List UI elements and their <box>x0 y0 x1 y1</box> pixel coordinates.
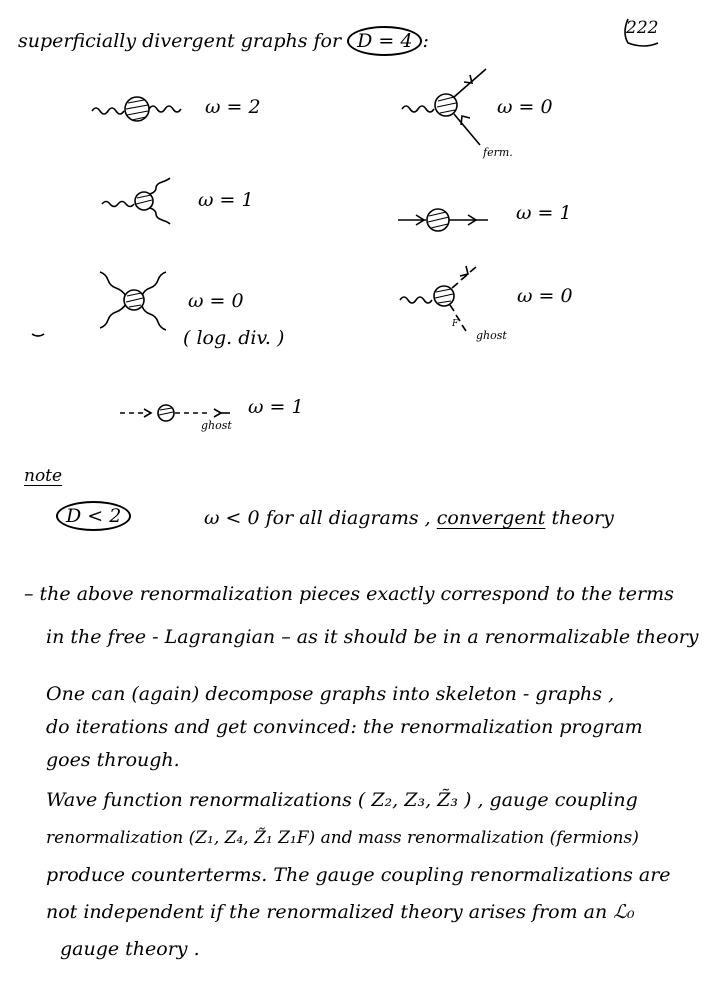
statement-pre: ω < 0 for all diagrams , <box>204 507 431 529</box>
paragraph-2-line-3: goes through. <box>46 749 180 771</box>
omega-label: ω = 1 <box>248 396 304 418</box>
log-div-note: ( log. div. ) <box>183 327 285 349</box>
omega-label: ω = 1 <box>198 189 254 211</box>
omega-label: ω = 0 <box>517 285 573 307</box>
paragraph-3-line-4: not independent if the renormalized theory arises from an ℒ₀ <box>46 901 635 923</box>
omega-label: ω = 2 <box>205 96 261 118</box>
omega-label: ω = 0 <box>497 96 553 118</box>
paragraph-3-line-2: renormalization (Z₁, Z₄, Z̃₁ Z₁F) and mass renormalization (fermions) <box>46 828 639 848</box>
omega-label: ω = 1 <box>516 202 572 224</box>
ghost-label: ghost <box>476 329 507 342</box>
diagram-four-gluon-vertex <box>96 268 176 338</box>
note-label: note <box>24 466 63 486</box>
note-condition <box>56 501 131 531</box>
page-number: 222 <box>626 18 659 38</box>
condition-badge: D < 2 <box>56 501 131 531</box>
page-number-bracket <box>620 15 660 49</box>
header-text: superficially divergent graphs for <box>18 30 342 52</box>
statement-post: theory <box>551 507 614 529</box>
paragraph-2-line-2: do iterations and get convinced: the renormalization program <box>46 716 643 738</box>
paragraph-3-line-3: produce counterterms. The gauge coupling renormalizations are <box>46 864 671 886</box>
margin-mark <box>30 330 46 340</box>
diagram-gluon-propagator <box>90 95 190 125</box>
statement-underlined: convergent <box>436 507 546 529</box>
omega-label: ω = 0 <box>188 290 244 312</box>
fermion-label: ferm. <box>483 146 513 159</box>
header-colon: : <box>422 30 429 52</box>
paragraph-3-line-5: gauge theory . <box>60 938 200 960</box>
note-statement <box>204 507 614 529</box>
paragraph-1-line-2: in the free - Lagrangian – as it should be in a renormalizable theory <box>46 626 699 648</box>
paragraph-2-line-1: One can (again) decompose graphs into skeleton - graphs , <box>46 683 615 705</box>
ghost-label: ghost <box>201 419 232 432</box>
paragraph-3-line-1: Wave function renormalizations ( Z₂, Z₃, Z̃₃ ) , gauge coupling <box>46 789 638 811</box>
diagram-three-gluon-vertex <box>100 178 180 228</box>
paragraph-1-line-1: – the above renormalization pieces exactly correspond to the terms <box>24 583 674 605</box>
diagram-fermion-propagator <box>396 205 506 235</box>
page-header <box>18 26 429 56</box>
dimension-badge: D = 4 <box>347 26 422 56</box>
svg-text:F: F <box>452 319 459 329</box>
